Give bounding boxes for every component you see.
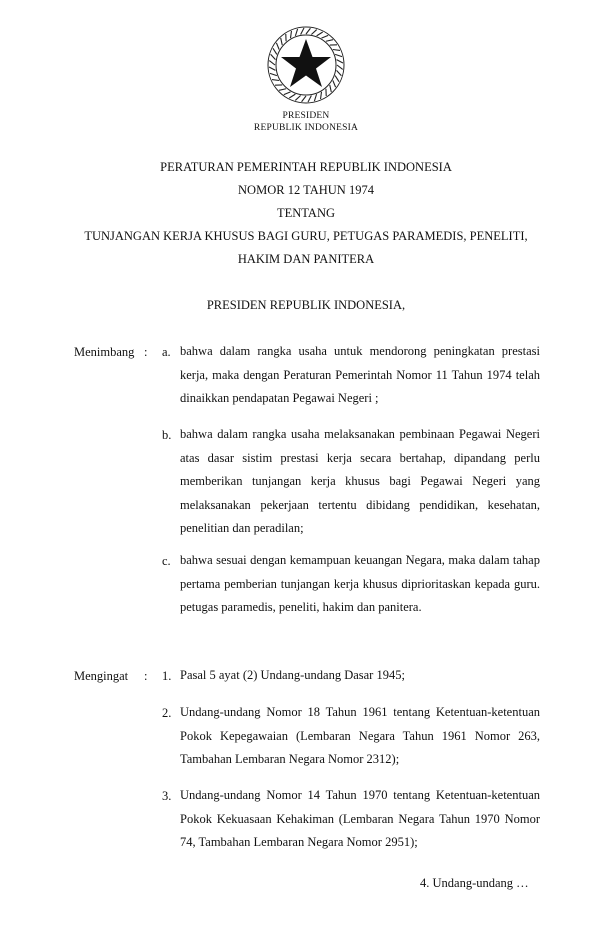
wreath-leaf	[311, 30, 316, 35]
mengingat-item-2-text: Undang-undang Nomor 18 Tahun 1961 tentang Ketentuan-ketentuan Pokok Kepegawaian (Lembaran Negara Tahun 1961 Nomor 263, Tambahan Lembaran Negara Nomor 2312);	[180, 705, 540, 766]
mengingat-marker-2: 2.	[162, 706, 172, 720]
regulation-tentang: TENTANG	[276, 206, 335, 220]
issuer-heading: PRESIDEN REPUBLIK INDONESIA,	[206, 298, 406, 312]
mengingat-label: Mengingat	[74, 669, 129, 683]
wreath-leaf	[337, 60, 343, 63]
wreath-leaf	[308, 96, 311, 102]
wreath-leaf	[281, 38, 283, 45]
wreath-leaf	[269, 61, 275, 65]
menimbang-marker-a: a.	[162, 345, 171, 359]
wreath-leaf	[333, 81, 336, 88]
wreath-leaf	[335, 54, 342, 56]
wreath-leaf	[272, 80, 279, 81]
wreath-leaf	[326, 40, 333, 42]
wreath-leaf	[270, 73, 277, 75]
regulation-title: PERATURAN PEMERINTAH REPUBLIK INDONESIA	[160, 160, 452, 174]
mengingat-marker-3: 3.	[162, 789, 172, 803]
emblem-icon	[265, 24, 347, 106]
menimbang-marker-b: b.	[162, 428, 172, 442]
regulation-subject-line-1: TUNJANGAN KERJA KHUSUS BAGI GURU, PETUGAS PARAMEDIS, PENELITI,	[84, 229, 528, 243]
menimbang-item-b-text: bahwa dalam rangka usaha melaksanakan pembinaan Pegawai Negeri atas dasar sistim prestasi kerja secara bertahap, dipandang perlu memberikan tunjangan kerja khusus bagi Pegawai Negeri yang melaksanakan pekerjaan tertentu dibidang pendidikan, kesehatan, penelitian dan peradilan;	[180, 427, 540, 535]
menimbang-marker-c: c.	[162, 554, 171, 568]
mengingat-colon: :	[144, 669, 148, 683]
menimbang-item-a-text: bahwa dalam rangka usaha untuk mendorong peningkatan prestasi kerja, maka dengan Peraturan Pemerintah Nomor 11 Tahun 1974 telah dinaikkan pendapatan Pegawai Negeri ;	[180, 344, 540, 405]
mengingat-item-1	[180, 664, 540, 688]
mengingat-item-2	[180, 701, 540, 772]
wreath-leaf	[322, 35, 329, 38]
wreath-leaf	[335, 76, 339, 82]
regulation-subject-line-2: HAKIM DAN PANITERA	[237, 252, 375, 266]
wreath-leaf	[295, 29, 297, 36]
wreath-leaf	[291, 31, 292, 38]
menimbang-colon: :	[144, 345, 148, 359]
wreath-leaf	[306, 28, 310, 34]
menimbang-item-c-text: bahwa sesuai dengan kemampuan keuangan Negara, maka dalam tahap pertama pemberian tunjangan kerja khusus diprioritaskan kepada guru. petugas paramedis, peneliti, hakim dan panitera.	[180, 553, 540, 614]
header-line-1: PRESIDEN	[282, 111, 330, 121]
mengingat-item-3	[180, 784, 540, 855]
mengingat-item-3-text: Undang-undang Nomor 14 Tahun 1970 tentang Ketentuan-ketentuan Pokok Kekuasaan Kehakiman (Lembaran Negara Tahun 1970 Nomor 74, Tambahan Lembaran Negara Nomor 2951);	[180, 788, 540, 849]
wreath-leaf	[330, 85, 332, 92]
wreath-leaf	[269, 67, 275, 70]
wreath-leaf	[295, 96, 300, 101]
wreath-leaf	[337, 65, 343, 69]
wreath-leaf	[321, 92, 322, 99]
menimbang-label: Menimbang	[74, 345, 135, 359]
mengingat-item-1-text: Pasal 5 ayat (2) Undang-undang Dasar 1945;	[180, 668, 405, 682]
menimbang-item-b	[180, 423, 540, 541]
wreath-leaf	[333, 50, 340, 51]
wreath-leaf	[284, 92, 291, 95]
menimbang-item-a	[180, 340, 540, 411]
wreath-leaf	[301, 28, 304, 34]
wreath-leaf	[276, 43, 279, 50]
wreath-leaf	[273, 48, 277, 54]
wreath-leaf	[317, 32, 323, 36]
menimbang-item-c	[180, 549, 540, 620]
wreath-leaf	[337, 70, 342, 75]
next-page-catchword: 4. Undang-undang …	[420, 876, 529, 890]
regulation-number: NOMOR 12 TAHUN 1974	[238, 183, 374, 197]
wreath-leaf	[314, 94, 316, 101]
wreath-leaf	[271, 54, 276, 59]
wreath-leaf	[302, 96, 306, 102]
wreath-leaf	[289, 94, 295, 98]
wreath-leaf	[279, 89, 286, 91]
header-line-2: REPUBLIK INDONESIA	[253, 123, 359, 133]
mengingat-marker-1: 1.	[162, 669, 172, 683]
